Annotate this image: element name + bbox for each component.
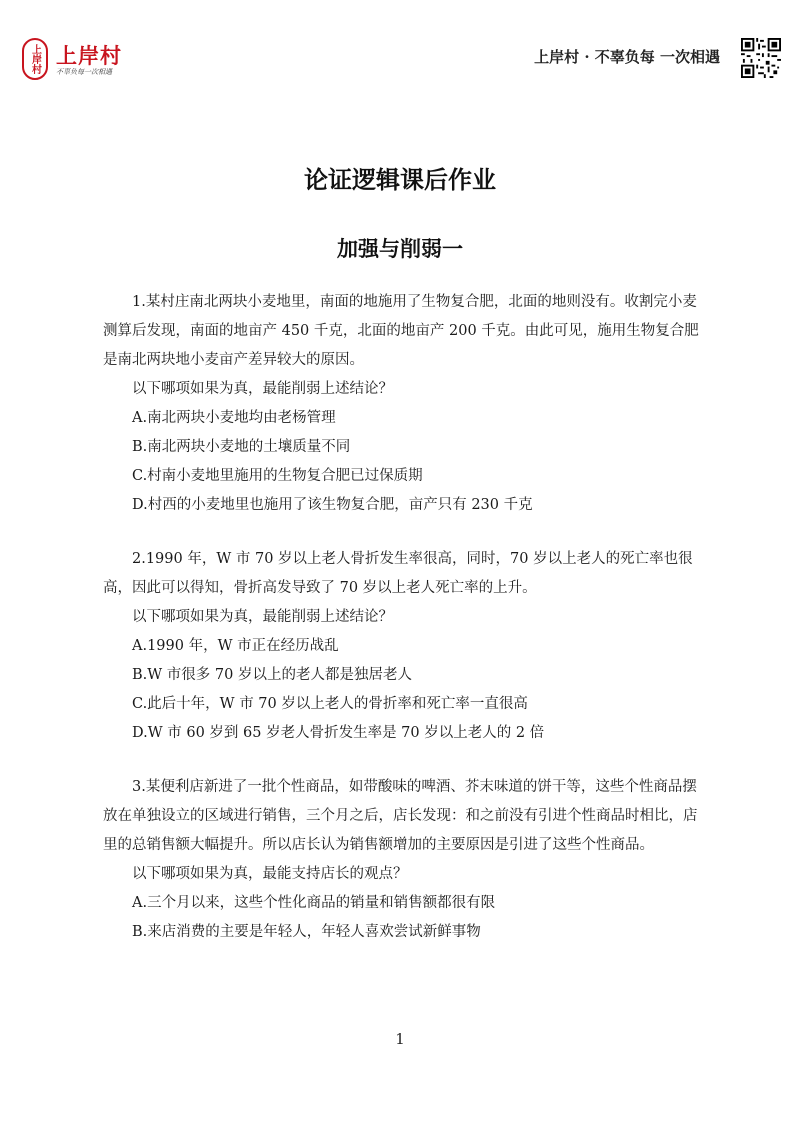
document-title: 论证逻辑课后作业	[304, 166, 496, 194]
question-stem: 2.1990 年，W 市 70 岁以上老人骨折发生率很高，同时，70 岁以上老人的死亡率也很高，因此可以得知，骨折高发导致了 70 岁以上老人死亡率的上升。	[103, 551, 693, 596]
header-motto: 上岸村 · 不辜负每 一次相遇	[534, 48, 720, 66]
option-b: B.W 市很多 70 岁以上的老人都是独居老人	[132, 667, 412, 683]
logo-seal-text: 上岸村	[29, 44, 41, 74]
page-number: 1	[395, 1030, 405, 1048]
option-c: C.村南小麦地里施用的生物复合肥已过保质期	[132, 468, 423, 484]
option-a: A.1990 年，W 市正在经历战乱	[132, 638, 339, 654]
questions-list	[103, 288, 703, 972]
option-b: B.来店消费的主要是年轻人，年轻人喜欢尝试新鲜事物	[132, 924, 481, 940]
question-3	[103, 773, 703, 947]
option-d: D.W 市 60 岁到 65 岁老人骨折发生率是 70 岁以上老人的 2 倍	[132, 725, 545, 741]
question-prompt: 以下哪项如果为真，最能支持店长的观点？	[132, 866, 408, 882]
question-1	[103, 288, 703, 520]
option-c: C.此后十年，W 市 70 岁以上老人的骨折率和死亡率一直很高	[132, 696, 528, 712]
question-stem: 3.某便利店新进了一批个性商品，如带酸味的啤酒、芥末味道的饼干等，这些个性商品摆放在单独设立的区域进行销售，三个月之后，店长发现：和之前没有引进个性商品时相比，店里的总销售额大幅提升。所以店长认为销售额增加的主要原因是引进了这些个性商品。	[103, 779, 698, 853]
option-b: B.南北两块小麦地的土壤质量不同	[132, 439, 351, 455]
logo-seal	[22, 38, 48, 80]
question-prompt: 以下哪项如果为真，最能削弱上述结论？	[132, 609, 393, 625]
option-a: A.三个月以来，这些个性化商品的销量和销售额都很有限	[132, 895, 496, 911]
page-header	[0, 0, 800, 100]
section-title: 加强与削弱一	[337, 237, 463, 261]
logo-slogan: 不辜负每一次相遇	[56, 68, 112, 76]
question-prompt: 以下哪项如果为真，最能削弱上述结论？	[132, 381, 393, 397]
option-a: A.南北两块小麦地均由老杨管理	[132, 410, 336, 426]
question-stem: 1.某村庄南北两块小麦地里，南面的地施用了生物复合肥，北面的地则没有。收割完小麦测算后发现，南面的地亩产 450 千克，北面的地亩产 200 千克。由此可见，施用生物复合肥是南北两块地小麦亩产差异较大的原因。	[103, 294, 699, 368]
question-2	[103, 545, 703, 748]
logo-name: 上岸村	[56, 44, 122, 68]
qr-code-icon	[741, 38, 781, 78]
option-d: D.村西的小麦地里也施用了该生物复合肥，亩产只有 230 千克	[132, 497, 533, 513]
